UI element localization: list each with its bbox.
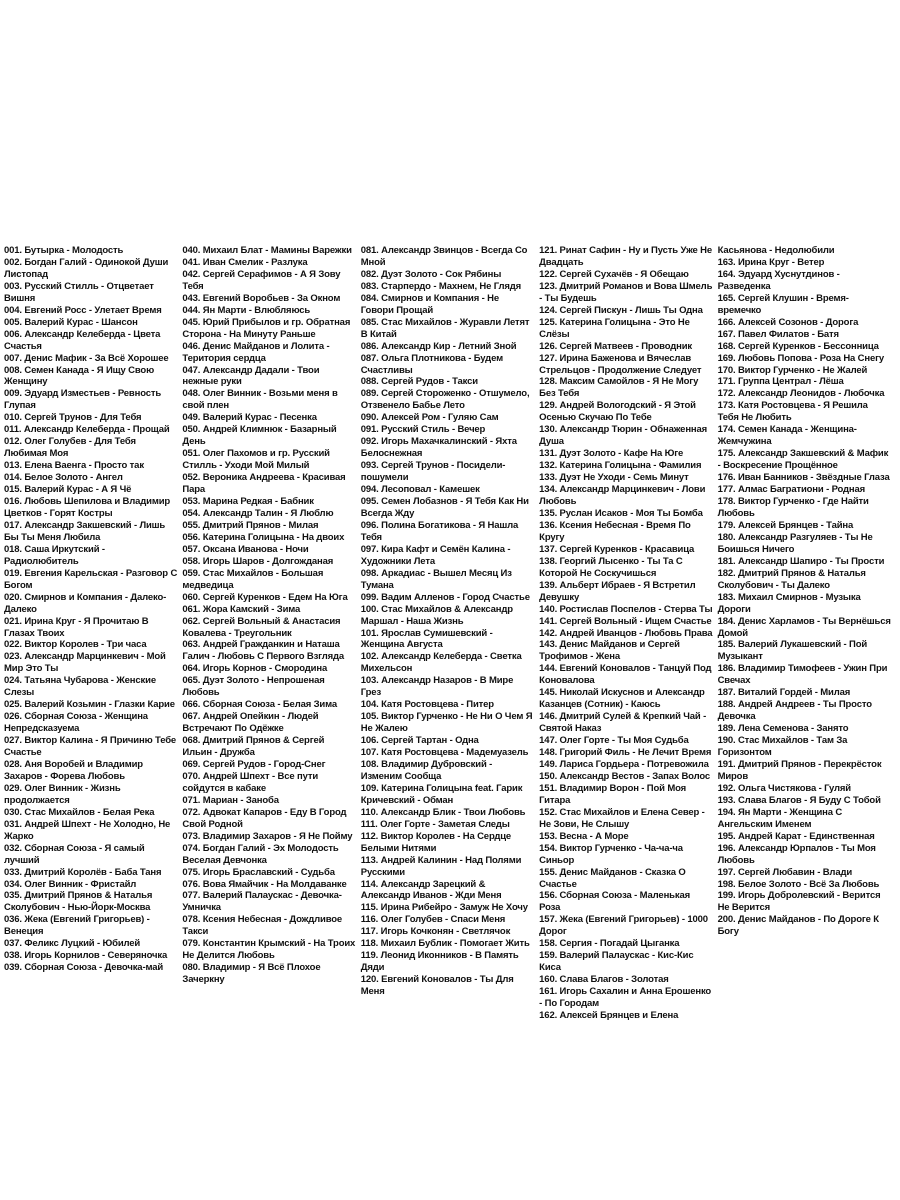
- song-entry: 117. Игорь Кочконян - Светлячок: [360, 926, 511, 938]
- song-entry: 200. Денис Майданов - По Дороге К Богу: [717, 914, 879, 938]
- song-entry: 060. Сергей Куренков - Едем На Юга: [182, 591, 348, 603]
- song-entry: 194. Ян Марти - Женщина С Ангельским Именем: [717, 806, 843, 830]
- song-entry: 047. Александр Дадали - Твои нежные руки: [182, 364, 320, 388]
- song-entry: 132. Катерина Голицына - Фамилия: [539, 460, 702, 472]
- song-entry: 181. Александр Шапиро - Ты Прости: [717, 555, 885, 567]
- song-entry: 105. Виктор Гурченко - Не Ни О Чем Я Не Жалею: [360, 711, 533, 735]
- song-entry: 149. Лариса Гордьера - Потревожила: [539, 758, 709, 770]
- song-entry: 056. Катерина Голицына - На двоих: [182, 531, 345, 543]
- song-entry: 033. Дмитрий Королёв - Баба Таня: [4, 866, 162, 878]
- song-entry: 171. Группа Централ - Лёша: [717, 376, 844, 388]
- song-entry: 127. Ирина Баженова и Вячеслав Стрельцов - Продолжение Следует: [539, 352, 702, 376]
- song-entry: 018. Саша Иркутский - Радиолюбитель: [4, 543, 105, 567]
- song-entry: 114. Александр Зарецкий & Александр Иванов - Жди Меня: [360, 878, 502, 902]
- song-entry: 144. Евгений Коновалов - Танцуй Под Коновалова: [539, 663, 712, 687]
- song-entry: Касьянова - Недолюбили: [717, 245, 835, 256]
- song-column-2: [182, 245, 360, 986]
- song-entry: 163. Ирина Круг - Ветер: [717, 256, 825, 268]
- song-entry: 071. Мариан - Заноба: [182, 794, 279, 806]
- song-entry: 074. Богдан Галий - Эх Молодость Веселая Девчонка: [182, 842, 339, 866]
- song-entry: 109. Катерина Голицына feat. Гарик Кричевский - Обман: [360, 782, 523, 806]
- song-entry: 189. Лена Семенова - Занято: [717, 723, 849, 735]
- song-column-5: [718, 245, 896, 960]
- song-entry: 068. Дмитрий Прянов & Сергей Ильин - Дружба: [182, 735, 325, 759]
- song-entry: 198. Белое Золото - Всё За Любовь: [717, 878, 880, 890]
- song-entry: 169. Любовь Попова - Роза На Снегу: [717, 352, 885, 364]
- song-entry: 140. Ростислав Поспелов - Стерва Ты: [539, 603, 713, 615]
- song-entry: 139. Альберт Ибраев - Я Встретил Девушку: [539, 579, 696, 603]
- song-entry: 028. Аня Воробей и Владимир Захаров - Форева Любовь: [4, 758, 143, 782]
- song-entry: 128. Максим Самойлов - Я Не Могу Без Тебя: [539, 376, 699, 400]
- song-entry: 023. Александр Марцинкевич - Мой Мир Это Ты: [4, 651, 166, 675]
- song-entry: 049. Валерий Курас - Песенка: [182, 412, 317, 424]
- song-entry: 120. Евгений Коновалов - Ты Для Меня: [360, 974, 514, 998]
- song-entry: 133. Дуэт Не Уходи - Семь Минут: [539, 472, 689, 484]
- song-entry: 159. Валерий Палаускас - Кис-Кис Киса: [539, 950, 694, 974]
- song-entry: 101. Ярослав Сумишевский - Женщина Августа: [360, 627, 493, 651]
- song-entry: 196. Александр Юрпалов - Ты Моя Любовь: [717, 842, 876, 866]
- song-entry: 098. Аркадиас - Вышел Месяц Из Тумана: [360, 567, 512, 591]
- song-entry: 078. Ксения Небесная - Дождливое Такси: [182, 914, 343, 938]
- song-entry: 112. Виктор Королев - На Сердце Белыми Нитями: [360, 830, 512, 854]
- song-entry: 116. Олег Голубев - Спаси Меня: [360, 914, 506, 926]
- song-entry: 188. Андрей Андреев - Ты Просто Девочка: [717, 699, 872, 723]
- song-entry: 032. Сборная Союза - Я самый лучший: [4, 842, 145, 866]
- song-entry: 043. Евгений Воробьев - За Окном: [182, 292, 341, 304]
- song-entry: 012. Олег Голубев - Для Тебя Любимая Моя: [4, 436, 136, 460]
- song-entry: 038. Игорь Корнилов - Северяночка: [4, 950, 168, 962]
- song-entry: 103. Александр Назаров - В Мире Грез: [360, 675, 514, 699]
- song-entry: 123. Дмитрий Романов и Вова Шмель - Ты Будешь: [539, 280, 713, 304]
- song-entry: 179. Алексей Брянцев - Тайна: [717, 519, 854, 531]
- song-entry: 003. Русский Стилль - Отцветает Вишня: [4, 280, 154, 304]
- song-entry: 111. Олег Горте - Заметая Следы: [360, 818, 510, 830]
- song-entry: 073. Владимир Захаров - Я Не Пойму: [182, 830, 353, 842]
- song-list-sheet: [4, 245, 896, 1021]
- song-entry: 076. Вова Ямайчик - На Молдаванке: [182, 878, 347, 890]
- song-entry: 010. Сергей Трунов - Для Тебя: [4, 412, 142, 424]
- song-entry: 118. Михаил Бублик - Помогает Жить: [360, 938, 530, 950]
- song-entry: 142. Андрей Иванцов - Любовь Права: [539, 627, 713, 639]
- song-entry: 106. Сергей Тартан - Одна: [360, 735, 479, 747]
- song-entry: 165. Сергей Клушин - Время-времечко: [717, 292, 849, 316]
- song-entry: 153. Весна - А Море: [539, 830, 629, 842]
- song-entry: 174. Семен Канада - Женщина-Жемчужина: [717, 424, 857, 448]
- song-entry: 130. Александр Тюрин - Обнаженная Душа: [539, 424, 708, 448]
- song-entry: 044. Ян Марти - Влюбляюсь: [182, 304, 311, 316]
- song-entry: 110. Александр Блик - Твои Любовь: [360, 806, 526, 818]
- song-entry: 148. Григорий Филь - Не Лечит Время: [539, 747, 712, 759]
- song-entry: 176. Иван Банников - Звёздные Глаза: [717, 472, 890, 484]
- song-entry: 086. Александр Кир - Летний Зной: [360, 340, 517, 352]
- song-entry: 097. Кира Кафт и Семён Калина - Художники Лета: [360, 543, 511, 567]
- song-entry: 177. Алмас Багратиони - Родная: [717, 484, 866, 496]
- song-entry: 037. Феликс Луцкий - Юбилей: [4, 938, 141, 950]
- song-entry: 150. Александр Вестов - Запах Волос: [539, 770, 711, 782]
- song-entry: 199. Игорь Добролевский - Верится Не Верится: [717, 890, 881, 914]
- song-entry: 156. Сборная Союза - Маленькая Роза: [539, 890, 690, 914]
- song-entry: 002. Богдан Галий - Одинокой Души Листопад: [4, 256, 169, 280]
- song-entry: 081. Александр Звинцов - Всегда Со Мной: [360, 245, 528, 268]
- song-entry: 077. Валерий Палаускас - Девочка-Умничка: [182, 890, 342, 914]
- song-entry: 075. Игорь Браславский - Судьба: [182, 866, 335, 878]
- song-entry: 070. Андрей Шпехт - Все пути сойдутся в кабаке: [182, 770, 319, 794]
- song-entry: 045. Юрий Прибылов и гр. Обратная Сторона - На Минуту Раньше: [182, 316, 351, 340]
- song-entry: 063. Андрей Гражданкин и Наташа Галич - Любовь С Первого Взгляда: [182, 639, 345, 663]
- song-entry: 100. Стас Михайлов & Александр Маршал - Наша Жизнь: [360, 603, 513, 627]
- song-entry: 087. Ольга Плотникова - Будем Счастливы: [360, 352, 503, 376]
- song-entry: 121. Ринат Сафин - Ну и Пусть Уже Не Двадцать: [539, 245, 712, 268]
- song-entry: 001. Бутырка - Молодость: [4, 245, 124, 256]
- song-entry: 013. Елена Ваенга - Просто так: [4, 460, 144, 472]
- song-entry: 124. Сергей Пискун - Лишь Ты Одна: [539, 304, 703, 316]
- song-entry: 147. Олег Горте - Ты Моя Судьба: [539, 735, 689, 747]
- song-entry: 042. Сергей Серафимов - А Я Зову Тебя: [182, 268, 341, 292]
- song-entry: 061. Жора Камский - Зима: [182, 603, 301, 615]
- song-entry: 184. Денис Харламов - Ты Вернёшься Домой: [717, 615, 891, 639]
- song-entry: 129. Андрей Вологодский - Я Этой Осенью Скучаю По Тебе: [539, 400, 696, 424]
- song-entry: 057. Оксана Иванова - Ночи: [182, 543, 309, 555]
- song-entry: 092. Игорь Махачкалинский - Яхта Белоснежная: [360, 436, 517, 460]
- song-entry: 082. Дуэт Золото - Сок Рябины: [360, 268, 502, 280]
- song-entry: 095. Семен Лобазнов - Я Тебя Как Ни Всегда Жду: [360, 496, 529, 519]
- song-entry: 050. Андрей Климнюк - Базарный День: [182, 424, 337, 448]
- song-entry: 145. Николай Искуснов и Александр Казанцев (Сотник) - Каюсь: [539, 687, 705, 711]
- song-entry: 126. Сергей Матвеев - Проводник: [539, 340, 693, 352]
- song-entry: 029. Олег Винник - Жизнь продолжается: [4, 782, 121, 806]
- song-entry: 178. Виктор Гурченко - Где Найти Любовь: [717, 496, 869, 519]
- song-entry: 113. Андрей Калинин - Над Полями Русскими: [360, 854, 522, 878]
- song-entry: 134. Александр Марцинкевич - Лови Любовь: [539, 484, 706, 508]
- song-entry: 011. Александр Келеберда - Прощай: [4, 424, 170, 436]
- song-entry: 151. Владимир Ворон - Пой Моя Гитара: [539, 782, 687, 806]
- song-entry: 096. Полина Богатикова - Я Нашла Тебя: [360, 519, 519, 543]
- song-entry: 065. Дуэт Золото - Непрошеная Любовь: [182, 675, 325, 699]
- song-entry: 146. Дмитрий Сулей & Крепкий Чай - Святой Наказ: [539, 711, 707, 735]
- song-entry: 062. Сергей Вольный & Анастасия Ковалева - Треугольник: [182, 615, 341, 639]
- song-entry: 025. Валерий Козьмин - Глазки Карие: [4, 699, 175, 711]
- song-entry: 039. Сборная Союза - Девочка-май: [4, 962, 164, 974]
- song-entry: 064. Игорь Корнов - Смородина: [182, 663, 328, 675]
- song-entry: 131. Дуэт Золото - Кафе На Юге: [539, 448, 684, 460]
- song-entry: 055. Дмитрий Прянов - Милая: [182, 519, 319, 531]
- song-entry: 170. Виктор Гурченко - Не Жалей: [717, 364, 868, 376]
- song-entry: 125. Катерина Голицына - Это Не Слёзы: [539, 316, 690, 340]
- song-entry: 007. Денис Мафик - За Всё Хорошее: [4, 352, 169, 364]
- song-entry: 152. Стас Михайлов и Елена Север - Не Зови, Не Слышу: [539, 806, 705, 830]
- song-entry: 190. Стас Михайлов - Там За Горизонтом: [717, 735, 848, 759]
- song-entry: 051. Олег Пахомов и гр. Русский Стилль - Уходи Мой Милый: [182, 448, 330, 472]
- song-entry: 197. Сергей Любавин - Влади: [717, 866, 853, 878]
- song-entry: 040. Михаил Блат - Мамины Варежки: [182, 245, 352, 256]
- song-entry: 031. Андрей Шпехт - Не Холодно, Не Жарко: [4, 818, 171, 842]
- song-entry: 069. Сергей Рудов - Город-Снег: [182, 758, 326, 770]
- song-entry: 122. Сергей Сухачёв - Я Обещаю: [539, 268, 689, 280]
- song-entry: 135. Руслан Исаков - Моя Ты Бомба: [539, 507, 703, 519]
- song-entry: 175. Александр Закшевский & Мафик - Воскресение Прощённое: [717, 448, 889, 472]
- song-entry: 083. Старпердо - Махнем, Не Глядя: [360, 280, 522, 292]
- song-entry: 014. Белое Золото - Ангел: [4, 472, 123, 484]
- song-entry: 079. Константин Крымский - На Троих Не Делится Любовь: [182, 938, 356, 962]
- song-entry: 162. Алексей Брянцев и Елена: [539, 1010, 679, 1021]
- song-entry: 195. Андрей Карат - Единственная: [717, 830, 875, 842]
- song-entry: 115. Ирина Рибейро - Замуж Не Хочу: [360, 902, 528, 914]
- song-entry: 154. Виктор Гурченко - Ча-ча-ча Синьор: [539, 842, 683, 866]
- song-entry: 108. Владимир Дубровский - Изменим Сообща: [360, 758, 493, 782]
- song-entry: 102. Александр Келеберда - Светка Михельсон: [360, 651, 522, 675]
- song-entry: 046. Денис Майданов и Лолита - Територия сердца: [182, 340, 330, 364]
- song-entry: 186. Владимир Тимофеев - Ужин При Свечах: [717, 663, 888, 687]
- song-entry: 080. Владимир - Я Всё Плохое Зачеркну: [182, 962, 321, 986]
- song-entry: 005. Валерий Курас - Шансон: [4, 316, 138, 328]
- song-entry: 093. Сергей Трунов - Посидели-пошумели: [360, 460, 506, 484]
- song-entry: 026. Сборная Союза - Женщина Непредсказуема: [4, 711, 148, 735]
- song-entry: 059. Стас Михайлов - Большая медведица: [182, 567, 324, 591]
- song-entry: 185. Валерий Лукашевский - Пой Музыкант: [717, 639, 868, 663]
- song-entry: 138. Георгий Лысенко - Ты Та С Которой Не Соскучишься: [539, 555, 683, 579]
- song-entry: 167. Павел Филатов - Батя: [717, 328, 839, 340]
- song-entry: 143. Денис Майданов и Сергей Трофимов - Жена: [539, 639, 680, 663]
- song-entry: 004. Евгений Росс - Улетает Время: [4, 304, 162, 316]
- song-entry: 161. Игорь Сахалин и Анна Ерошенко - По Городам: [539, 986, 712, 1010]
- song-entry: 020. Смирнов и Компания - Далеко-Далеко: [4, 591, 167, 615]
- song-entry: 182. Дмитрий Прянов & Наталья Сколубович - Ты Далеко: [717, 567, 866, 591]
- song-entry: 036. Жека (Евгений Григорьев) - Венеция: [4, 914, 150, 938]
- song-entry: 015. Валерий Курас - А Я Чё: [4, 484, 132, 496]
- song-entry: 164. Эдуард Хуснутдинов - Разведенка: [717, 268, 840, 292]
- song-entry: 089. Сергей Стороженко - Отшумело, Отзвенело Бабье Лето: [360, 388, 530, 412]
- song-entry: 048. Олег Винник - Возьми меня в свой плен: [182, 388, 338, 412]
- song-entry: 158. Сергия - Погадай Цыганка: [539, 938, 680, 950]
- song-entry: 192. Ольга Чистякова - Гуляй: [717, 782, 851, 794]
- song-entry: 166. Алексей Созонов - Дорога: [717, 316, 859, 328]
- song-entry: 008. Семен Канада - Я Ищу Свою Женщину: [4, 364, 155, 388]
- song-entry: 168. Сергей Куренков - Бессонница: [717, 340, 879, 352]
- song-entry: 091. Русский Стиль - Вечер: [360, 424, 486, 436]
- song-entry: 094. Лесоповал - Камешек: [360, 484, 480, 496]
- song-entry: 193. Слава Благов - Я Буду С Тобой: [717, 794, 881, 806]
- song-entry: 017. Александр Закшевский - Лишь Бы Ты Меня Любила: [4, 519, 166, 543]
- song-entry: 155. Денис Майданов - Сказка О Счастье: [539, 866, 686, 890]
- song-entry: 119. Леонид Иконников - В Память Дяди: [360, 950, 519, 974]
- song-entry: 019. Евгения Карельская - Разговор С Богом: [4, 567, 178, 591]
- song-entry: 107. Катя Ростовцева - Мадемуазель: [360, 747, 529, 759]
- song-entry: 187. Виталий Гордей - Милая: [717, 687, 851, 699]
- song-entry: 024. Татьяна Чубарова - Женские Слезы: [4, 675, 156, 699]
- song-entry: 030. Стас Михайлов - Белая Река: [4, 806, 155, 818]
- song-column-4: [539, 245, 717, 1021]
- song-entry: 067. Андрей Опейкин - Людей Встречают По Одёжке: [182, 711, 319, 735]
- song-entry: 191. Дмитрий Прянов - Перекрёсток Миров: [717, 758, 882, 782]
- song-entry: 072. Адвокат Капаров - Еду В Город Свой Родной: [182, 806, 347, 830]
- song-entry: 084. Смирнов и Компания - Не Говори Прощай: [360, 292, 499, 316]
- song-entry: 035. Дмитрий Прянов & Наталья Сколубович - Нью-Йорк-Москва: [4, 890, 153, 914]
- song-entry: 041. Иван Смелик - Разлука: [182, 256, 308, 268]
- song-entry: 009. Эдуард Изместьев - Ревность Глупая: [4, 388, 162, 412]
- song-entry: 104. Катя Ростовцева - Питер: [360, 699, 494, 711]
- song-entry: 137. Сергей Куренков - Красавица: [539, 543, 695, 555]
- song-entry: 088. Сергей Рудов - Такси: [360, 376, 478, 388]
- song-column-3: [360, 245, 539, 998]
- song-entry: 141. Сергей Вольный - Ищем Счастье: [539, 615, 712, 627]
- song-entry: 136. Ксения Небесная - Время По Кругу: [539, 519, 691, 543]
- song-entry: 021. Ирина Круг - Я Прочитаю В Глазах Твоих: [4, 615, 149, 639]
- song-column-1: [4, 245, 182, 974]
- song-entry: 058. Игорь Шаров - Долгожданая: [182, 555, 334, 567]
- song-entry: 160. Слава Благов - Золотая: [539, 974, 669, 986]
- song-entry: 099. Вадим Алленов - Город Счастье: [360, 591, 530, 603]
- song-entry: 034. Олег Винник - Фристайл: [4, 878, 137, 890]
- song-entry: 053. Марина Редкая - Бабник: [182, 496, 314, 508]
- song-entry: 022. Виктор Королев - Три часа: [4, 639, 147, 651]
- song-entry: 054. Александр Талин - Я Люблю: [182, 507, 334, 519]
- song-entry: 157. Жека (Евгений Григорьев) - 1000 Дорог: [539, 914, 708, 938]
- song-entry: 027. Виктор Калина - Я Причиню Тебе Счастье: [4, 735, 177, 759]
- song-entry: 006. Александр Келеберда - Цвета Счастья: [4, 328, 161, 352]
- song-entry: 180. Александр Разгуляев - Ты Не Боишься Ничего: [717, 531, 873, 555]
- song-entry: 090. Алексей Ром - Гуляю Сам: [360, 412, 499, 424]
- song-entry: 183. Михаил Смирнов - Музыка Дороги: [717, 591, 861, 615]
- song-entry: 172. Александр Леонидов - Любочка: [717, 388, 885, 400]
- song-entry: 085. Стас Михайлов - Журавли Летят В Китай: [360, 316, 530, 340]
- song-entry: 016. Любовь Шепилова и Владимир Цветков - Горят Костры: [4, 496, 171, 519]
- song-entry: 173. Катя Ростовцева - Я Решила Тебя Не Любить: [717, 400, 868, 424]
- song-entry: 052. Вероника Андреева - Красивая Пара: [182, 472, 346, 496]
- song-entry: 066. Сборная Союза - Белая Зима: [182, 699, 337, 711]
